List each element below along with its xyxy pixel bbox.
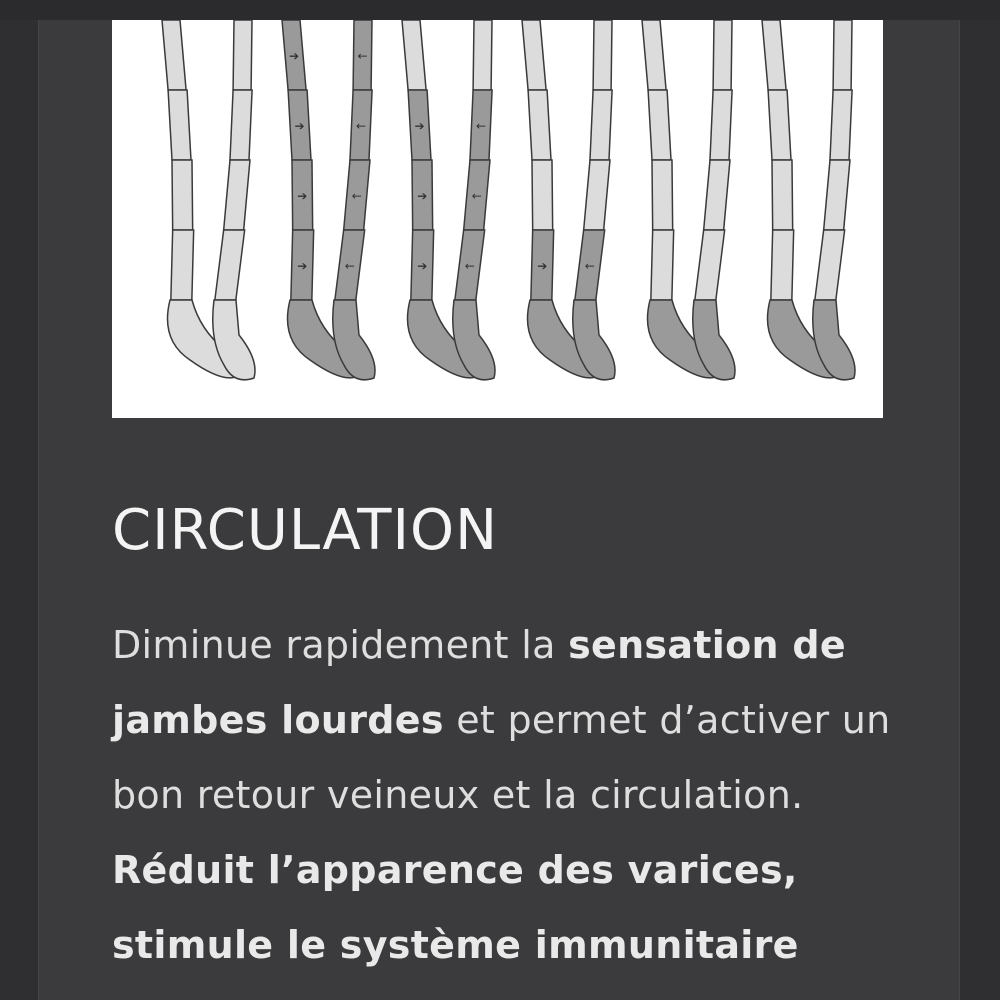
leg-chamber (713, 20, 732, 90)
leg-stage (642, 20, 735, 380)
pressure-arrow-icon: ← (351, 189, 362, 203)
pressure-arrow-icon: ➔ (417, 189, 428, 203)
leg-chamber (584, 160, 610, 230)
leg-chamber (771, 230, 794, 300)
pressure-arrow-icon: ← (464, 259, 475, 273)
leg-chamber (651, 230, 674, 300)
leg-chamber (768, 90, 791, 160)
description-bold-2: Réduit l’apparence des varices, (112, 848, 798, 892)
pressure-arrow-icon: ➔ (297, 189, 308, 203)
pressure-arrow-icon: ← (344, 259, 355, 273)
leg-stage (522, 20, 615, 380)
leg-chamber (162, 20, 186, 90)
leg-chamber (833, 20, 852, 90)
leg-chamber (402, 20, 426, 90)
pressure-arrow-icon: ← (471, 189, 482, 203)
leg-chamber (215, 230, 245, 300)
leg-chamber (473, 20, 492, 90)
description-bold-3: stimule le système immunitaire (112, 923, 799, 967)
leg-chamber (704, 160, 730, 230)
leg-chamber (652, 160, 673, 230)
leg-chamber (772, 160, 793, 230)
leg-stage (282, 20, 375, 380)
top-bar (0, 0, 1000, 20)
compression-legs-sequence-icon (112, 20, 883, 418)
pressure-arrow-icon: ← (584, 259, 595, 273)
compression-legs-illustration (112, 20, 883, 418)
leg-chamber (642, 20, 666, 90)
leg-stage (402, 20, 495, 380)
leg-chamber (590, 90, 612, 160)
pressure-arrow-icon: ➔ (537, 259, 548, 273)
leg-chamber (815, 230, 845, 300)
pressure-arrow-icon: ➔ (289, 49, 300, 63)
leg-chamber (528, 90, 551, 160)
leg-chamber (710, 90, 732, 160)
pressure-arrow-icon: ← (476, 119, 487, 133)
leg-chamber (172, 160, 193, 230)
pressure-arrow-icon: ← (356, 119, 367, 133)
leg-chamber (830, 90, 852, 160)
leg-chamber (532, 160, 553, 230)
leg-chamber (168, 90, 191, 160)
pressure-arrow-icon: ➔ (297, 259, 308, 273)
leg-chamber (230, 90, 252, 160)
leg-chamber (648, 90, 671, 160)
leg-stage (762, 20, 855, 380)
leg-chamber (762, 20, 786, 90)
leg-chamber (695, 230, 725, 300)
description-text-2: et permet d’activer un bon retour veineux et la circulation. (112, 698, 891, 817)
pressure-arrow-icon: ➔ (417, 259, 428, 273)
description-text-1: Diminue rapidement la (112, 623, 569, 667)
section-description (112, 608, 912, 983)
leg-chamber (522, 20, 546, 90)
leg-stage (162, 20, 255, 380)
pressure-arrow-icon: ← (357, 49, 368, 63)
leg-chamber (224, 160, 250, 230)
description-bold-1: sensation de jambes lourdes (112, 623, 846, 742)
pressure-arrow-icon: ➔ (294, 119, 305, 133)
leg-chamber (171, 230, 194, 300)
pressure-arrow-icon: ➔ (414, 119, 425, 133)
section-title: CIRCULATION (112, 498, 498, 563)
leg-chamber (233, 20, 252, 90)
leg-chamber (824, 160, 850, 230)
leg-chamber (593, 20, 612, 90)
